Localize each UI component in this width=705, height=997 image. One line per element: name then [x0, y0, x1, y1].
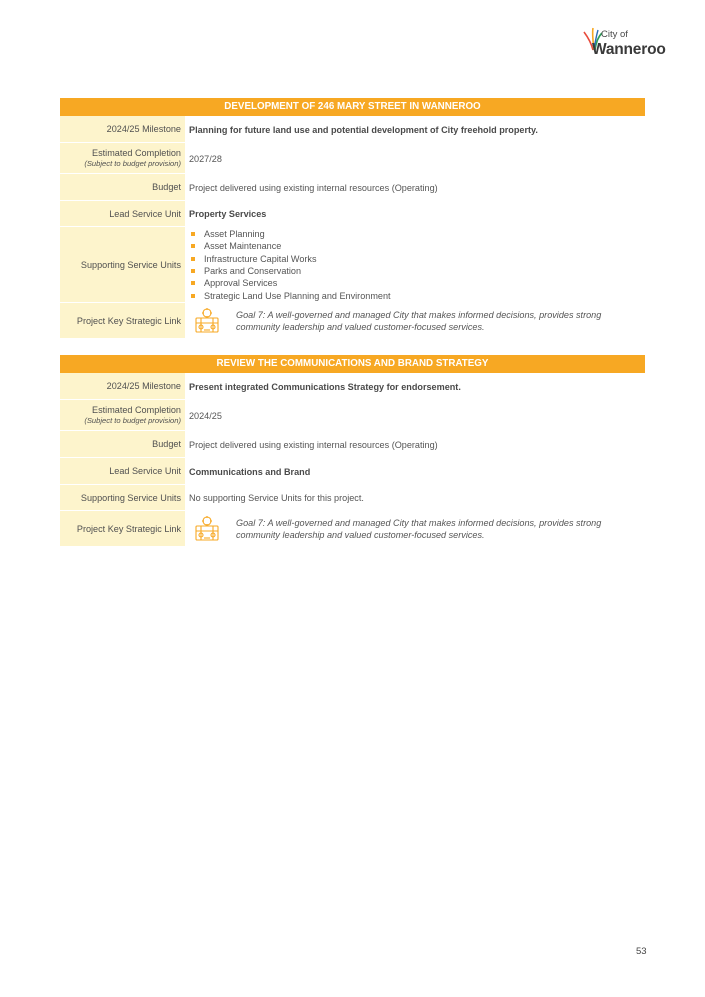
budget-value: Project delivered using existing internal resources (Operating)	[189, 439, 438, 450]
completion-label-sub: (Subject to budget provision)	[84, 159, 181, 168]
strategic-link-line: community leadership and valued customer-focused services.	[236, 530, 485, 540]
budget-row	[60, 174, 645, 201]
budget-value: Project delivered using existing internal resources (Operating)	[189, 182, 438, 193]
completion-row	[60, 143, 645, 174]
milestone-value: Present integrated Communications Strategy for endorsement.	[189, 381, 461, 392]
city-of-wanneroo-logo	[583, 26, 673, 66]
lead-row	[60, 201, 645, 227]
completion-label-text: Estimated Completion	[92, 405, 181, 415]
budget-row	[60, 431, 645, 458]
milestone-label: 2024/25 Milestone	[60, 373, 185, 400]
strategic-link-line: community leadership and valued customer-focused services.	[236, 322, 485, 332]
lead-label: Lead Service Unit	[60, 458, 185, 485]
supporting-list	[189, 228, 645, 302]
project-title: REVIEW THE COMMUNICATIONS AND BRAND STRATEGY	[60, 355, 645, 373]
project-section	[60, 355, 645, 547]
project-section	[60, 98, 645, 339]
completion-label	[60, 400, 185, 431]
budget-label: Budget	[60, 431, 185, 458]
strategic-link-label: Project Key Strategic Link	[60, 511, 185, 547]
strategic-link-text	[236, 517, 601, 542]
supporting-row	[60, 227, 645, 303]
supporting-label: Supporting Service Units	[60, 485, 185, 511]
lead-label: Lead Service Unit	[60, 201, 185, 227]
strategic-link-line: Goal 7: A well-governed and managed City that makes informed decisions, provides strong	[236, 309, 602, 320]
lead-row	[60, 458, 645, 485]
list-item: Asset Maintenance	[189, 240, 645, 252]
supporting-value: No supporting Service Units for this project.	[189, 493, 364, 503]
completion-value: 2027/28	[189, 153, 222, 164]
milestone-row	[60, 116, 645, 143]
page-number: 53	[636, 946, 647, 957]
supporting-label: Supporting Service Units	[60, 227, 185, 303]
supporting-row	[60, 485, 645, 511]
strategic-link-label: Project Key Strategic Link	[60, 303, 185, 339]
governance-icon	[192, 306, 222, 336]
lead-value: Property Services	[189, 209, 267, 219]
supporting-value	[185, 227, 645, 303]
project-title: DEVELOPMENT OF 246 MARY STREET IN WANNEROO	[60, 98, 645, 116]
list-item: Approval Services	[189, 277, 645, 289]
list-item: Asset Planning	[189, 228, 645, 240]
completion-label-sub: (Subject to budget provision)	[84, 416, 181, 425]
milestone-row	[60, 373, 645, 400]
list-item: Parks and Conservation	[189, 265, 645, 277]
strategic-link-row	[60, 303, 645, 339]
strategic-link-value	[185, 303, 645, 339]
lead-value: Communications and Brand	[189, 466, 311, 477]
strategic-link-row	[60, 511, 645, 547]
completion-label	[60, 143, 185, 174]
completion-row	[60, 400, 645, 431]
strategic-link-line: Goal 7: A well-governed and managed City that makes informed decisions, provides strong	[236, 517, 602, 528]
milestone-label: 2024/25 Milestone	[60, 116, 185, 143]
budget-label: Budget	[60, 174, 185, 201]
list-item: Infrastructure Capital Works	[189, 253, 645, 265]
logo-name-text: Wanneroo	[592, 41, 666, 58]
list-item: Strategic Land Use Planning and Environment	[189, 290, 645, 302]
completion-value: 2024/25	[189, 410, 222, 421]
completion-label-text: Estimated Completion	[92, 148, 181, 158]
governance-icon	[192, 514, 222, 544]
strategic-link-text	[236, 309, 601, 334]
strategic-link-value	[185, 511, 645, 547]
milestone-value: Planning for future land use and potential development of City freehold property.	[189, 124, 538, 135]
logo-city-text: City of	[601, 29, 628, 40]
